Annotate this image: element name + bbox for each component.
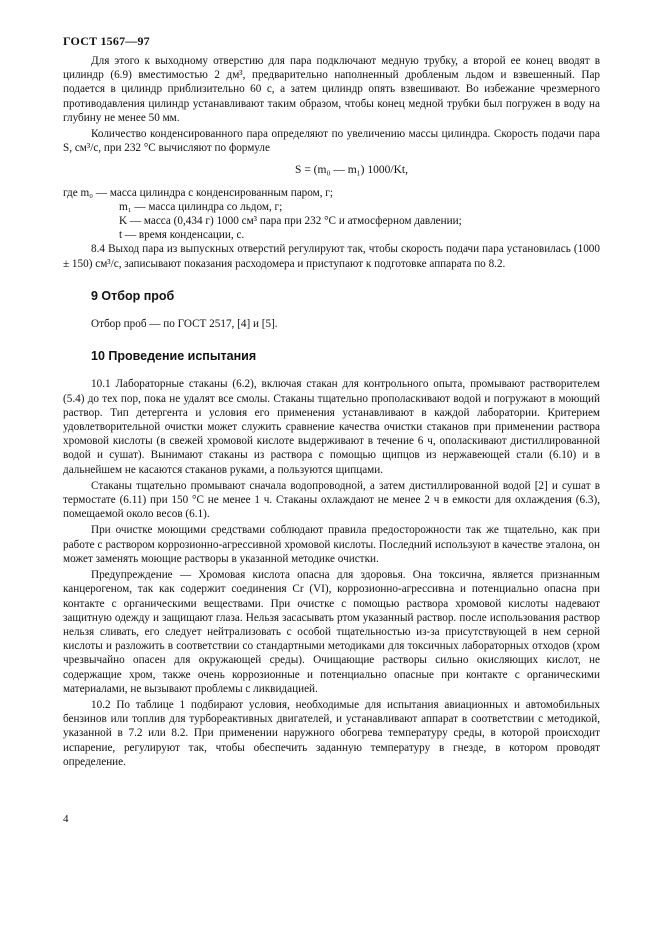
legend-m0: где m₀ — масса цилиндра с конденсированным паром, г; bbox=[63, 186, 334, 199]
section-9-heading: 9 Отбор проб bbox=[91, 288, 175, 303]
page-number: 4 bbox=[63, 813, 69, 825]
paragraph-beaker-washing: Стаканы тщательно промывают сначала водопроводной, а затем дистиллированной водой [2] и сушат в термостате (6.11) при 150 °C не менее 1 ч. Стаканы охлаждают не менее 2 ч в емкости для охлаждения (6.3), помещаемой около весов (6.1). bbox=[63, 479, 600, 521]
standard-code-header: ГОСТ 1567—97 bbox=[63, 34, 150, 48]
paragraph-10-2: 10.2 По таблице 1 подбирают условия, необходимые для испытания авиационных и автомобильных бензинов или топлив для турбореактивных двигателей, и устанавливают аппарат в соответствии с методикой, указанной в 7.2 или 8.2. При применении наружного обогрева температуру среды, в которой происходит испарение, регулируют так, чтобы обеспечить заданную температуру в гнезде, в котором проводят определение. bbox=[63, 698, 600, 768]
steam-rate-formula: S = (m₀ — m₁) 1000/Kt, bbox=[295, 164, 408, 177]
paragraph-steam-rate: Количество конденсированного пара определяют по увеличению массы цилиндра. Скорость подачи пара S, см³/с, при 232 °C вычисляют по формуле bbox=[63, 128, 600, 155]
legend-m1: m₁ — масса цилиндра со льдом, г; bbox=[119, 200, 283, 213]
section-9-text: Отбор проб — по ГОСТ 2517, [4] и [5]. bbox=[91, 318, 278, 331]
paragraph-10-1: 10.1 Лабораторные стаканы (6.2), включая стакан для контрольного опыта, промывают растворителем (5.4) до тех пор, пока не удалят все смолы. Стаканы тщательно прополаскивают водой и погружают в моющий раствор. Тип детергента и условия его применения устанавливают в каждой лаборатории. Критерием удовлетворительной очистки может служить сравнение качества очистки стаканов при применении раствора хромовой кислоты (в свежей хромовой кислоте выдерживают в течение 6 ч, ополаскивают дистиллированной водой и сушат). Вынимают стаканы из раствора с помощью щипцов из нержавеющей стали (6.10) и в дальнейшем не касаются стаканов руками, а пользуются щипцами. bbox=[63, 378, 600, 476]
paragraph-steam-tube: Для этого к выходному отверстию для пара подключают медную трубку, а второй ее конец вводят в цилиндр (6.9) вместимостью 2 дм³, предварительно наполненный дробленым льдом и взвешенный. Пар подается в цилиндр приблизительно 60 с, а затем цилиндр опять взвешивают. Во избежание чрезмерного противодавления цилиндр устанавливают таким образом, чтобы конец медной трубки был погружен в воду на глубину не менее 50 мм. bbox=[63, 55, 600, 124]
legend-k: K — масса (0,434 г) 1000 см³ пара при 232 °C и атмосферном давлении; bbox=[119, 215, 462, 228]
paragraph-warning: Предупреждение — Хромовая кислота опасна для здоровья. Она токсична, является признанным канцерогеном, так как содержит соединения Cr (VI), коррозионно-агрессивна и потенциально опасна при контакте с органическими веществами. При очистке с помощью раствора хромовой кислоты надевают защитную одежду и защищают глаза. Нельзя засасывать ртом указанный раствор. после использования раствор нельзя сливать, его следует нейтрализовать с особой тщательностью из-за присутствующей в нем серной кислоты и разложить в соответствии со стандартными методиками для токсичных лабораторных отходов (хром чрезвычайно опасен для окружающей среды). Очищающие растворы сильно окисляющих кислот, не содержащие хром, также очень коррозионные и потенциально опасные при контакте с органическими материалами, не вызывают проблемы с ликвидацией. bbox=[63, 569, 600, 695]
formula-legend bbox=[63, 186, 600, 243]
section-10-heading: 10 Проведение испытания bbox=[91, 349, 257, 364]
paragraph-precautions: При очистке моющими средствами соблюдают правила предосторожности так же тщательно, как при работе с раствором коррозионно-агрессивной хромовой кислоты. Последний используют в качестве эталона, он может заменять моющие растворы в указанной методике очистки. bbox=[63, 524, 600, 565]
legend-t: t — время конденсации, с. bbox=[119, 229, 245, 242]
document-body bbox=[63, 54, 600, 771]
paragraph-8-4: 8.4 Выход пара из выпускных отверстий регулируют так, чтобы скорость подачи пара установилась (1000 ± 150) см³/с, записывают показания расходомера и приступают к подготовке аппарата по 8.2. bbox=[63, 243, 600, 270]
